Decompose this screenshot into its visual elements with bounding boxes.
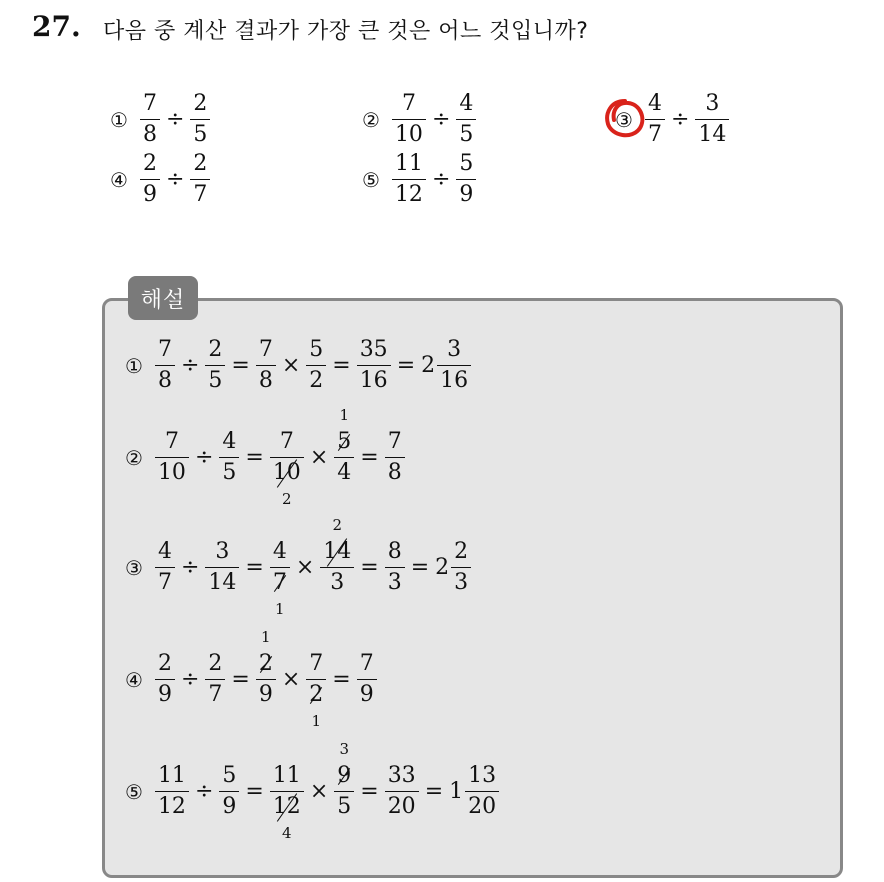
denominator: 8 [387, 460, 402, 485]
div-operator: ÷ [180, 667, 200, 692]
denominator: 3 [454, 570, 469, 595]
fraction [392, 92, 426, 147]
fraction [155, 338, 175, 393]
fraction [385, 430, 405, 485]
denominator: 5 [222, 460, 237, 485]
numerator: 33 [387, 763, 416, 788]
numerator: 3 [447, 337, 462, 362]
fraction [306, 338, 326, 393]
cancelled-numerator: 2 1 [256, 652, 276, 676]
numerator: 2 [208, 337, 223, 362]
numerator: 4 [157, 539, 172, 564]
numerator: 13 [468, 763, 497, 788]
cancelled-numerator: 9 3 [334, 764, 354, 788]
reduced-value: 1 [311, 712, 322, 730]
denominator: 7 [208, 682, 223, 707]
numerator: 2 [454, 539, 469, 564]
choice-label: ④ [110, 167, 128, 192]
fraction [155, 540, 175, 595]
numerator: 4 [272, 539, 287, 564]
fraction [256, 628, 276, 707]
fraction [155, 652, 175, 707]
line-label: ② [125, 445, 143, 470]
fraction [334, 406, 354, 485]
reduced-value: 2 [332, 516, 343, 534]
operator: ÷ [165, 107, 185, 132]
denominator: 9 [157, 682, 172, 707]
solution-line-4 [125, 628, 377, 730]
solution-line-1 [125, 338, 471, 393]
denominator: 10 [394, 122, 423, 147]
fraction [190, 152, 210, 207]
line-label: ① [125, 353, 143, 378]
fraction [451, 540, 471, 595]
equals: = [231, 353, 250, 378]
fraction [385, 540, 405, 595]
fraction [456, 152, 476, 207]
fraction [205, 338, 225, 393]
equals: = [332, 353, 351, 378]
equals: = [231, 667, 250, 692]
choice-3 [615, 92, 729, 147]
numerator: 7 [279, 429, 294, 454]
denominator: 4 [337, 460, 352, 485]
operator: ÷ [165, 167, 185, 192]
denominator: 8 [258, 368, 273, 393]
denominator: 9 [142, 182, 157, 207]
numerator: 4 [222, 429, 237, 454]
operator: ÷ [431, 107, 451, 132]
fraction [357, 338, 391, 393]
equals: = [245, 445, 264, 470]
numerator: 11 [272, 763, 301, 788]
numerator: 7 [258, 337, 273, 362]
mixed-whole: 2 [421, 353, 436, 378]
denominator: 2 [309, 368, 324, 393]
numerator: 2 [193, 151, 208, 176]
numerator: 2 [142, 151, 157, 176]
mul-operator: × [309, 779, 329, 804]
fraction [306, 651, 326, 730]
numerator: 2 [157, 651, 172, 676]
numerator: 5 [222, 763, 237, 788]
fraction [155, 430, 189, 485]
question-number: 27. [32, 10, 81, 43]
equals: = [410, 555, 430, 580]
numerator: 3 [215, 539, 230, 564]
fraction [334, 740, 354, 819]
denominator: 9 [459, 182, 474, 207]
numerator: 4 [459, 91, 474, 116]
denominator: 7 [647, 122, 662, 147]
numerator: 11 [394, 151, 423, 176]
div-operator: ÷ [180, 353, 200, 378]
equals: = [360, 555, 379, 580]
line-label: ⑤ [125, 779, 143, 804]
denominator: 8 [157, 368, 172, 393]
numerator: 7 [142, 91, 157, 116]
numerator: 4 [647, 91, 662, 116]
div-operator: ÷ [180, 555, 200, 580]
reduced-value: 4 [282, 824, 292, 842]
mul-operator: × [281, 667, 301, 692]
fraction [140, 92, 160, 147]
fraction [190, 92, 210, 147]
fraction [270, 429, 304, 508]
fraction [219, 430, 239, 485]
mul-operator: × [309, 445, 329, 470]
choice-label: ⑤ [362, 167, 380, 192]
denominator: 14 [208, 570, 237, 595]
solution-title: 해설 [128, 276, 198, 320]
denominator: 3 [330, 570, 345, 595]
denominator: 9 [222, 794, 237, 819]
denominator: 7 [193, 182, 208, 207]
fraction [385, 764, 419, 819]
numerator: 7 [309, 651, 324, 676]
fraction [256, 338, 276, 393]
equals: = [396, 353, 416, 378]
choice-2 [362, 92, 476, 147]
fraction [465, 764, 499, 819]
choice-5 [362, 152, 476, 207]
reduced-value: 3 [339, 740, 350, 758]
equals: = [332, 667, 351, 692]
cancelled-denominator: 10 2 [270, 461, 304, 485]
solution-line-3 [125, 516, 471, 618]
mul-operator: × [295, 555, 315, 580]
numerator: 8 [387, 539, 402, 564]
numerator: 7 [164, 429, 179, 454]
cancelled-denominator: 2 1 [306, 683, 326, 707]
div-operator: ÷ [194, 779, 214, 804]
reduced-value: 1 [275, 600, 285, 618]
div-operator: ÷ [194, 445, 214, 470]
reduced-value: 1 [261, 628, 271, 646]
denominator: 5 [337, 794, 352, 819]
equals: = [360, 445, 379, 470]
denominator: 5 [459, 122, 474, 147]
denominator: 14 [698, 122, 727, 147]
denominator: 20 [468, 794, 497, 819]
fraction [140, 152, 160, 207]
denominator: 10 [157, 460, 186, 485]
choice-4 [110, 152, 210, 207]
question-text: 다음 중 계산 결과가 가장 큰 것은 어느 것입니까? [103, 19, 589, 44]
choice-1 [110, 92, 210, 147]
fraction [392, 152, 426, 207]
fraction [219, 764, 239, 819]
mul-operator: × [281, 353, 301, 378]
operator: ÷ [431, 167, 451, 192]
equals: = [360, 779, 379, 804]
denominator: 16 [440, 368, 469, 393]
denominator: 3 [387, 570, 402, 595]
denominator: 12 [394, 182, 423, 207]
equals: = [245, 555, 264, 580]
numerator: 7 [401, 91, 416, 116]
cancelled-denominator: 7 1 [270, 571, 290, 595]
fraction [155, 764, 189, 819]
choice-label: ③ [615, 107, 633, 132]
numerator: 7 [359, 651, 374, 676]
cancelled-numerator: 5 1 [334, 430, 354, 454]
fraction [437, 338, 471, 393]
denominator: 20 [387, 794, 416, 819]
numerator: 5 [309, 337, 324, 362]
denominator: 5 [208, 368, 223, 393]
fraction [645, 92, 665, 147]
fraction [270, 539, 290, 618]
numerator: 3 [705, 91, 720, 116]
fraction [695, 92, 729, 147]
choice-label: ① [110, 107, 128, 132]
numerator: 11 [157, 763, 186, 788]
reduced-value: 1 [339, 406, 350, 424]
mixed-whole: 1 [449, 779, 464, 804]
fraction [270, 763, 304, 842]
cancelled-numerator: 14 2 [320, 540, 354, 564]
denominator: 8 [142, 122, 157, 147]
cancelled-denominator: 12 4 [270, 795, 304, 819]
operator: ÷ [670, 107, 690, 132]
fraction [205, 540, 239, 595]
solution-line-2 [125, 406, 405, 508]
equals: = [245, 779, 264, 804]
numerator: 7 [157, 337, 172, 362]
numerator: 2 [193, 91, 208, 116]
numerator: 5 [459, 151, 474, 176]
choice-label: ② [362, 107, 380, 132]
denominator: 7 [157, 570, 172, 595]
fraction [320, 516, 354, 595]
equals: = [424, 779, 444, 804]
fraction [357, 652, 377, 707]
line-label: ④ [125, 667, 143, 692]
reduced-value: 2 [282, 490, 292, 508]
line-label: ③ [125, 555, 143, 580]
denominator: 9 [258, 682, 273, 707]
mixed-whole: 2 [435, 555, 450, 580]
denominator: 16 [359, 368, 388, 393]
numerator: 7 [387, 429, 402, 454]
denominator: 5 [193, 122, 208, 147]
fraction [205, 652, 225, 707]
solution-line-5 [125, 740, 499, 842]
denominator: 9 [359, 682, 374, 707]
numerator: 2 [208, 651, 223, 676]
numerator: 35 [359, 337, 388, 362]
fraction [456, 92, 476, 147]
denominator: 12 [157, 794, 186, 819]
